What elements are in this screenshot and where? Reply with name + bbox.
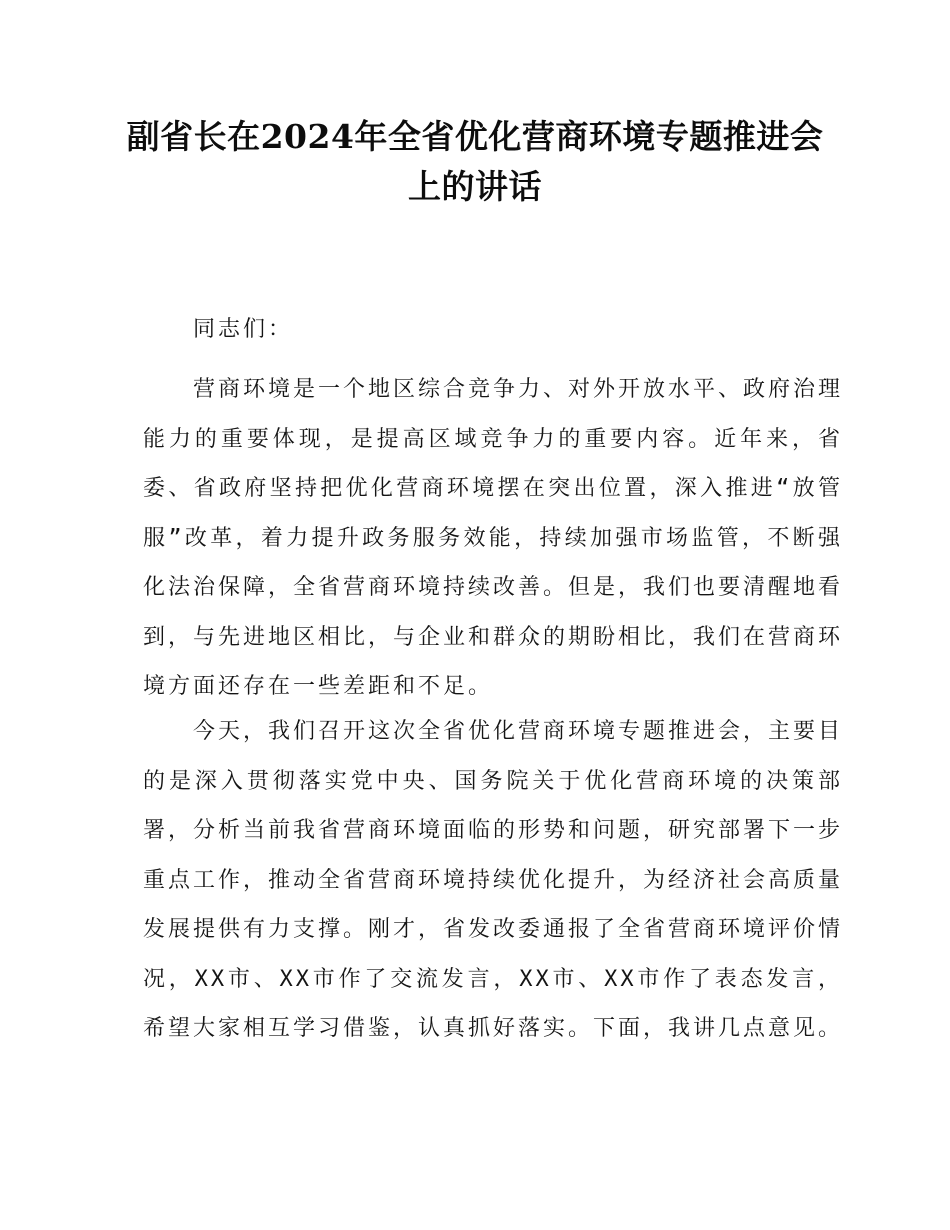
paragraph-2: 今天，我们召开这次全省优化营商环境专题推进会，主要目的是深入贯彻落实党中央、国务院关于优化营商环境的决策部署，分析当前我省营商环境面临的形势和问题，研究部署下一步重点工作，推动全省营商环境持续优化提升，为经济社会高质量发展提供有力支撑。刚才，省发改委通报了全省营商环境评价情况，XX市、XX市作了交流发言，XX市、XX市作了表态发言，希望大家相互学习借鉴，认真抓好落实。下面，我讲几点意见。 [143, 719, 844, 1041]
document-title: 副省长在2024年全省优化营商环境专题推进会上的讲话 [126, 117, 824, 206]
paragraph-1: 营商环境是一个地区综合竞争力、对外开放水平、政府治理能力的重要体现，是提高区域竞争力的重要内容。近年来，省委、省政府坚持把优化营商环境摆在突出位置，深入推进“放管服”改革，着力提升政务服务效能，持续加强市场监管，不断强化法治保障，全省营商环境持续改善。但是，我们也要清醒地看到，与先进地区相比，与企业和群众的期盼相比，我们在营商环境方面还存在一些差距和不足。 [143, 377, 844, 699]
greeting: 同志们： [193, 317, 294, 342]
